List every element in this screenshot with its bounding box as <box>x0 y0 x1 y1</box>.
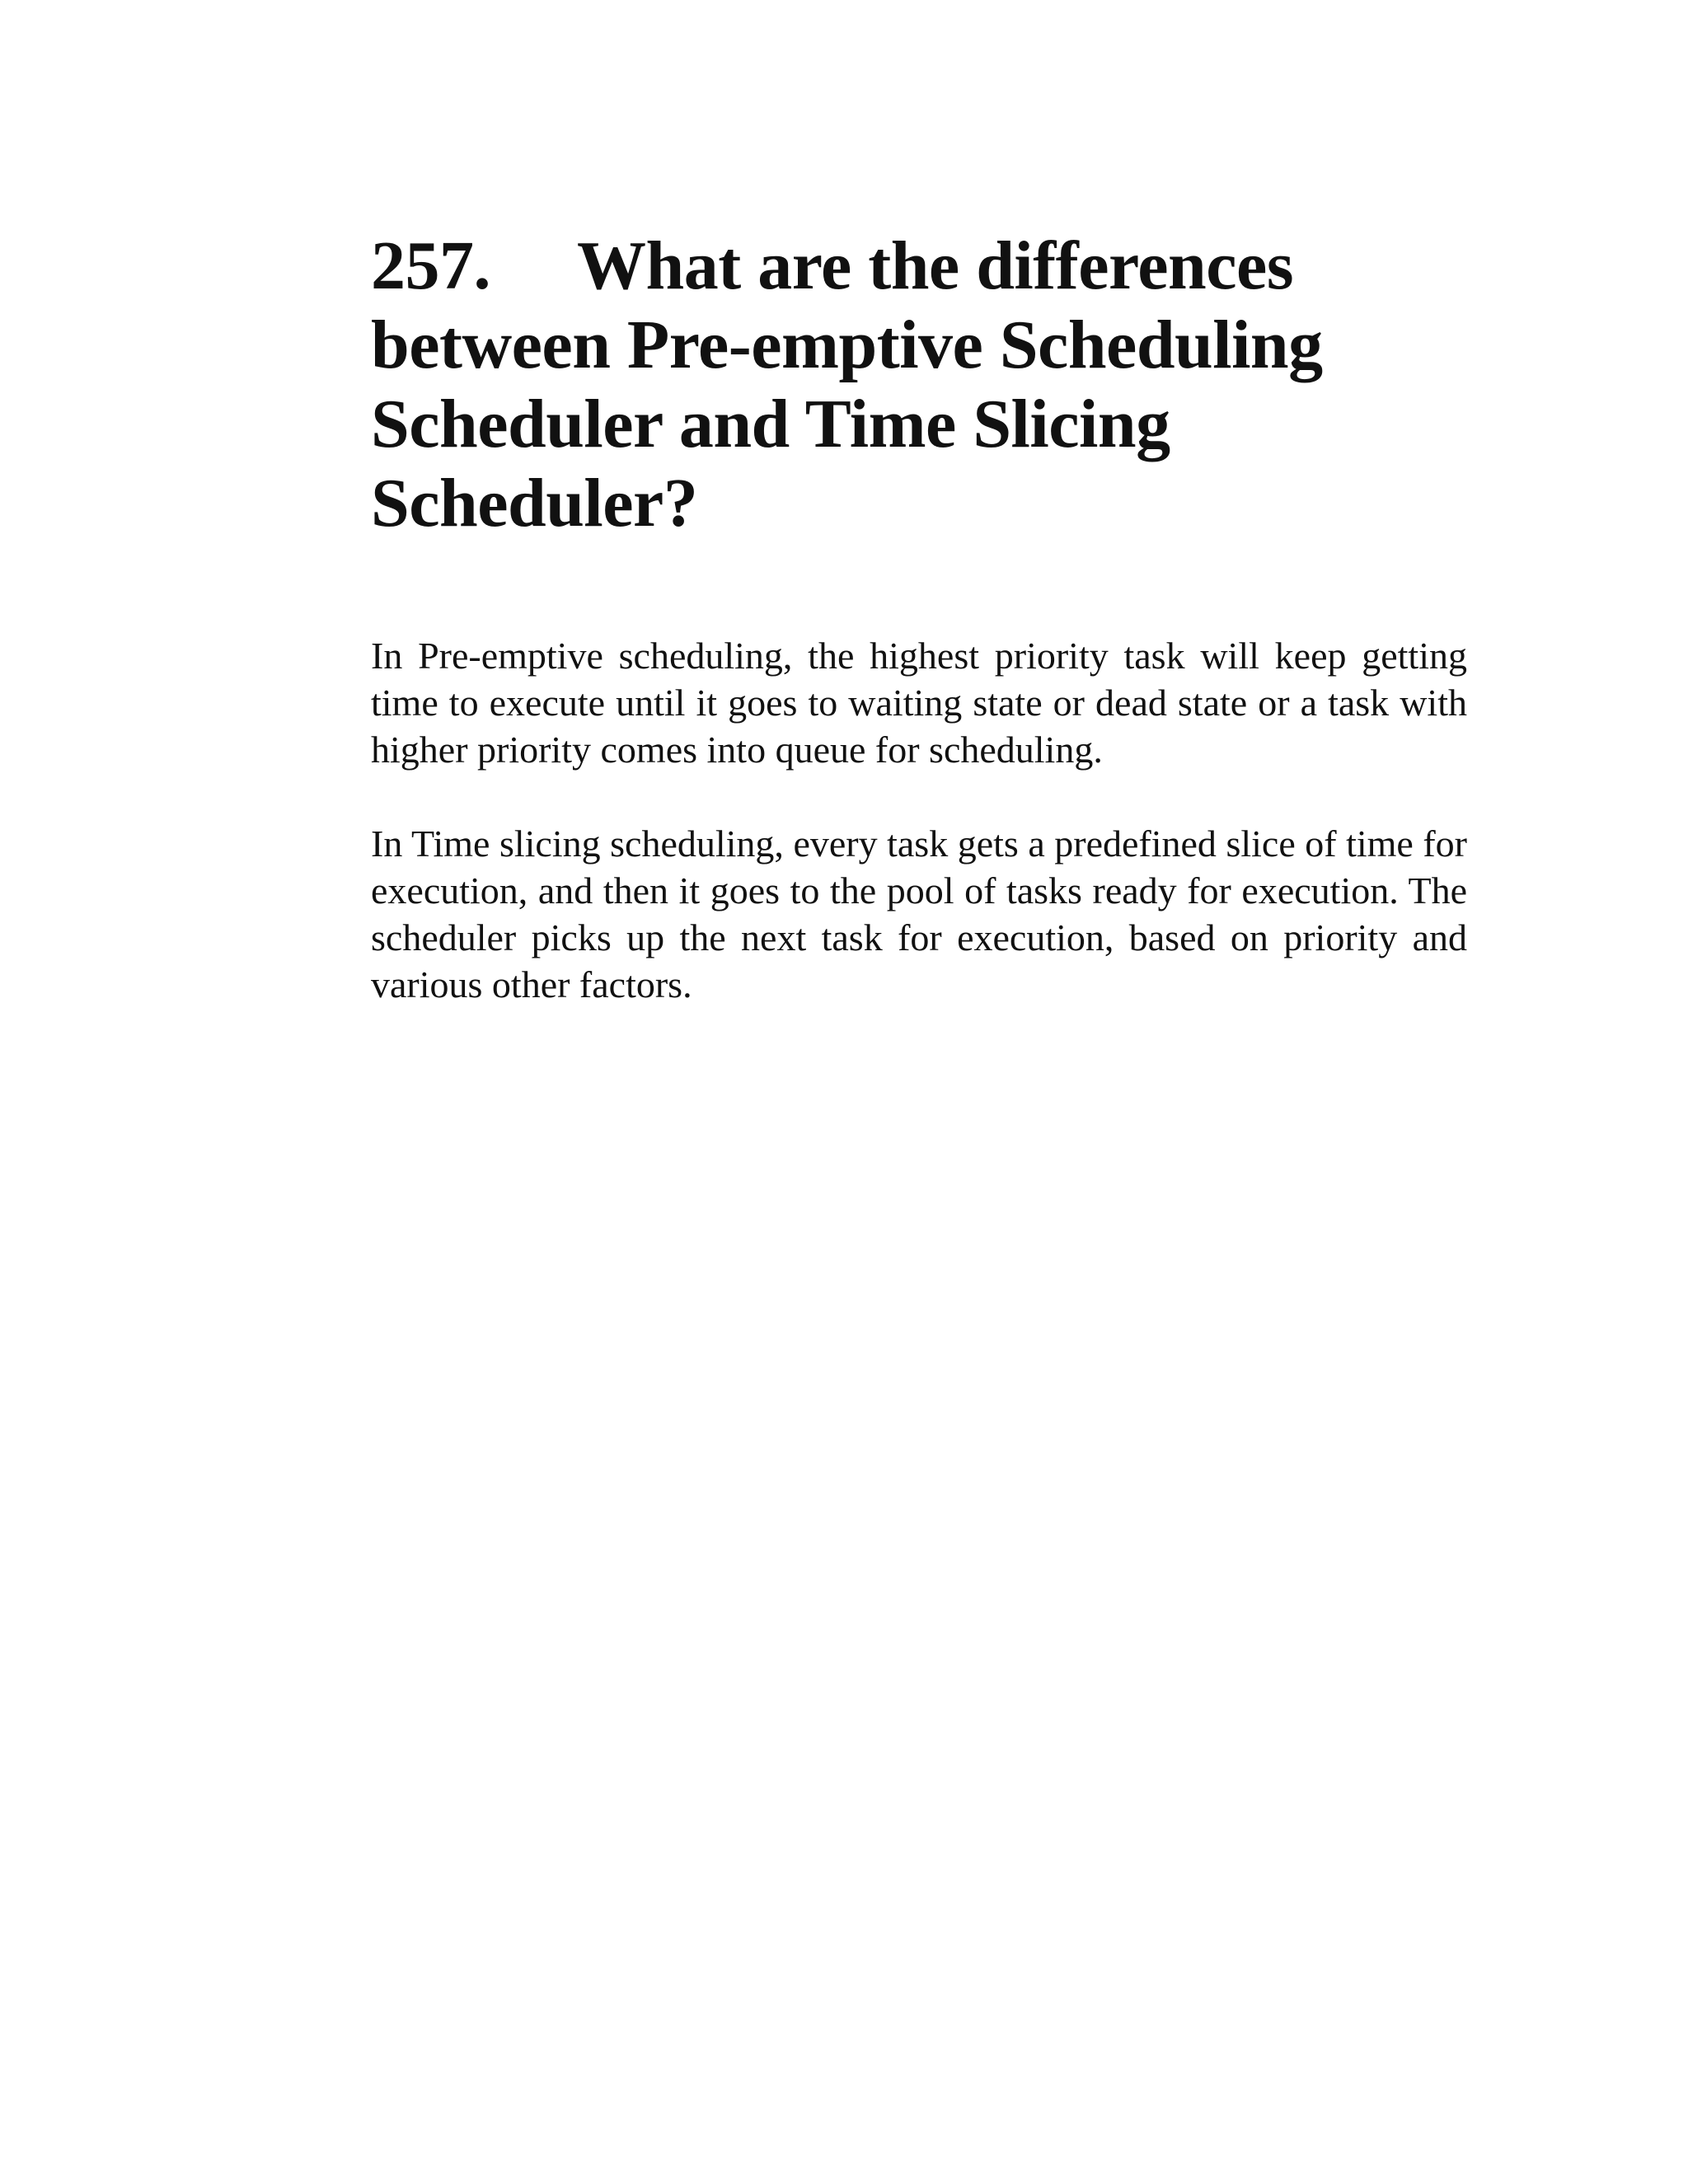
answer-paragraph-time-slicing: In Time slicing scheduling, every task gets a predefined slice of time for execution, and then it goes to the pool of tasks ready for execution. The scheduler picks up the next task for execution, based on priority and various other factors. <box>371 823 1467 1005</box>
question-title: What are the differences between Pre-emptive Scheduling Scheduler and Time Slicing Scheduler? <box>371 227 1323 541</box>
question-number: 257. <box>371 227 490 304</box>
question-heading <box>371 227 1467 543</box>
page-content <box>371 227 1467 1008</box>
answer-paragraph-preemptive: In Pre-emptive scheduling, the highest priority task will keep getting time to execute until it goes to waiting state or dead state or a task with higher priority comes into queue for scheduling. <box>371 635 1467 771</box>
